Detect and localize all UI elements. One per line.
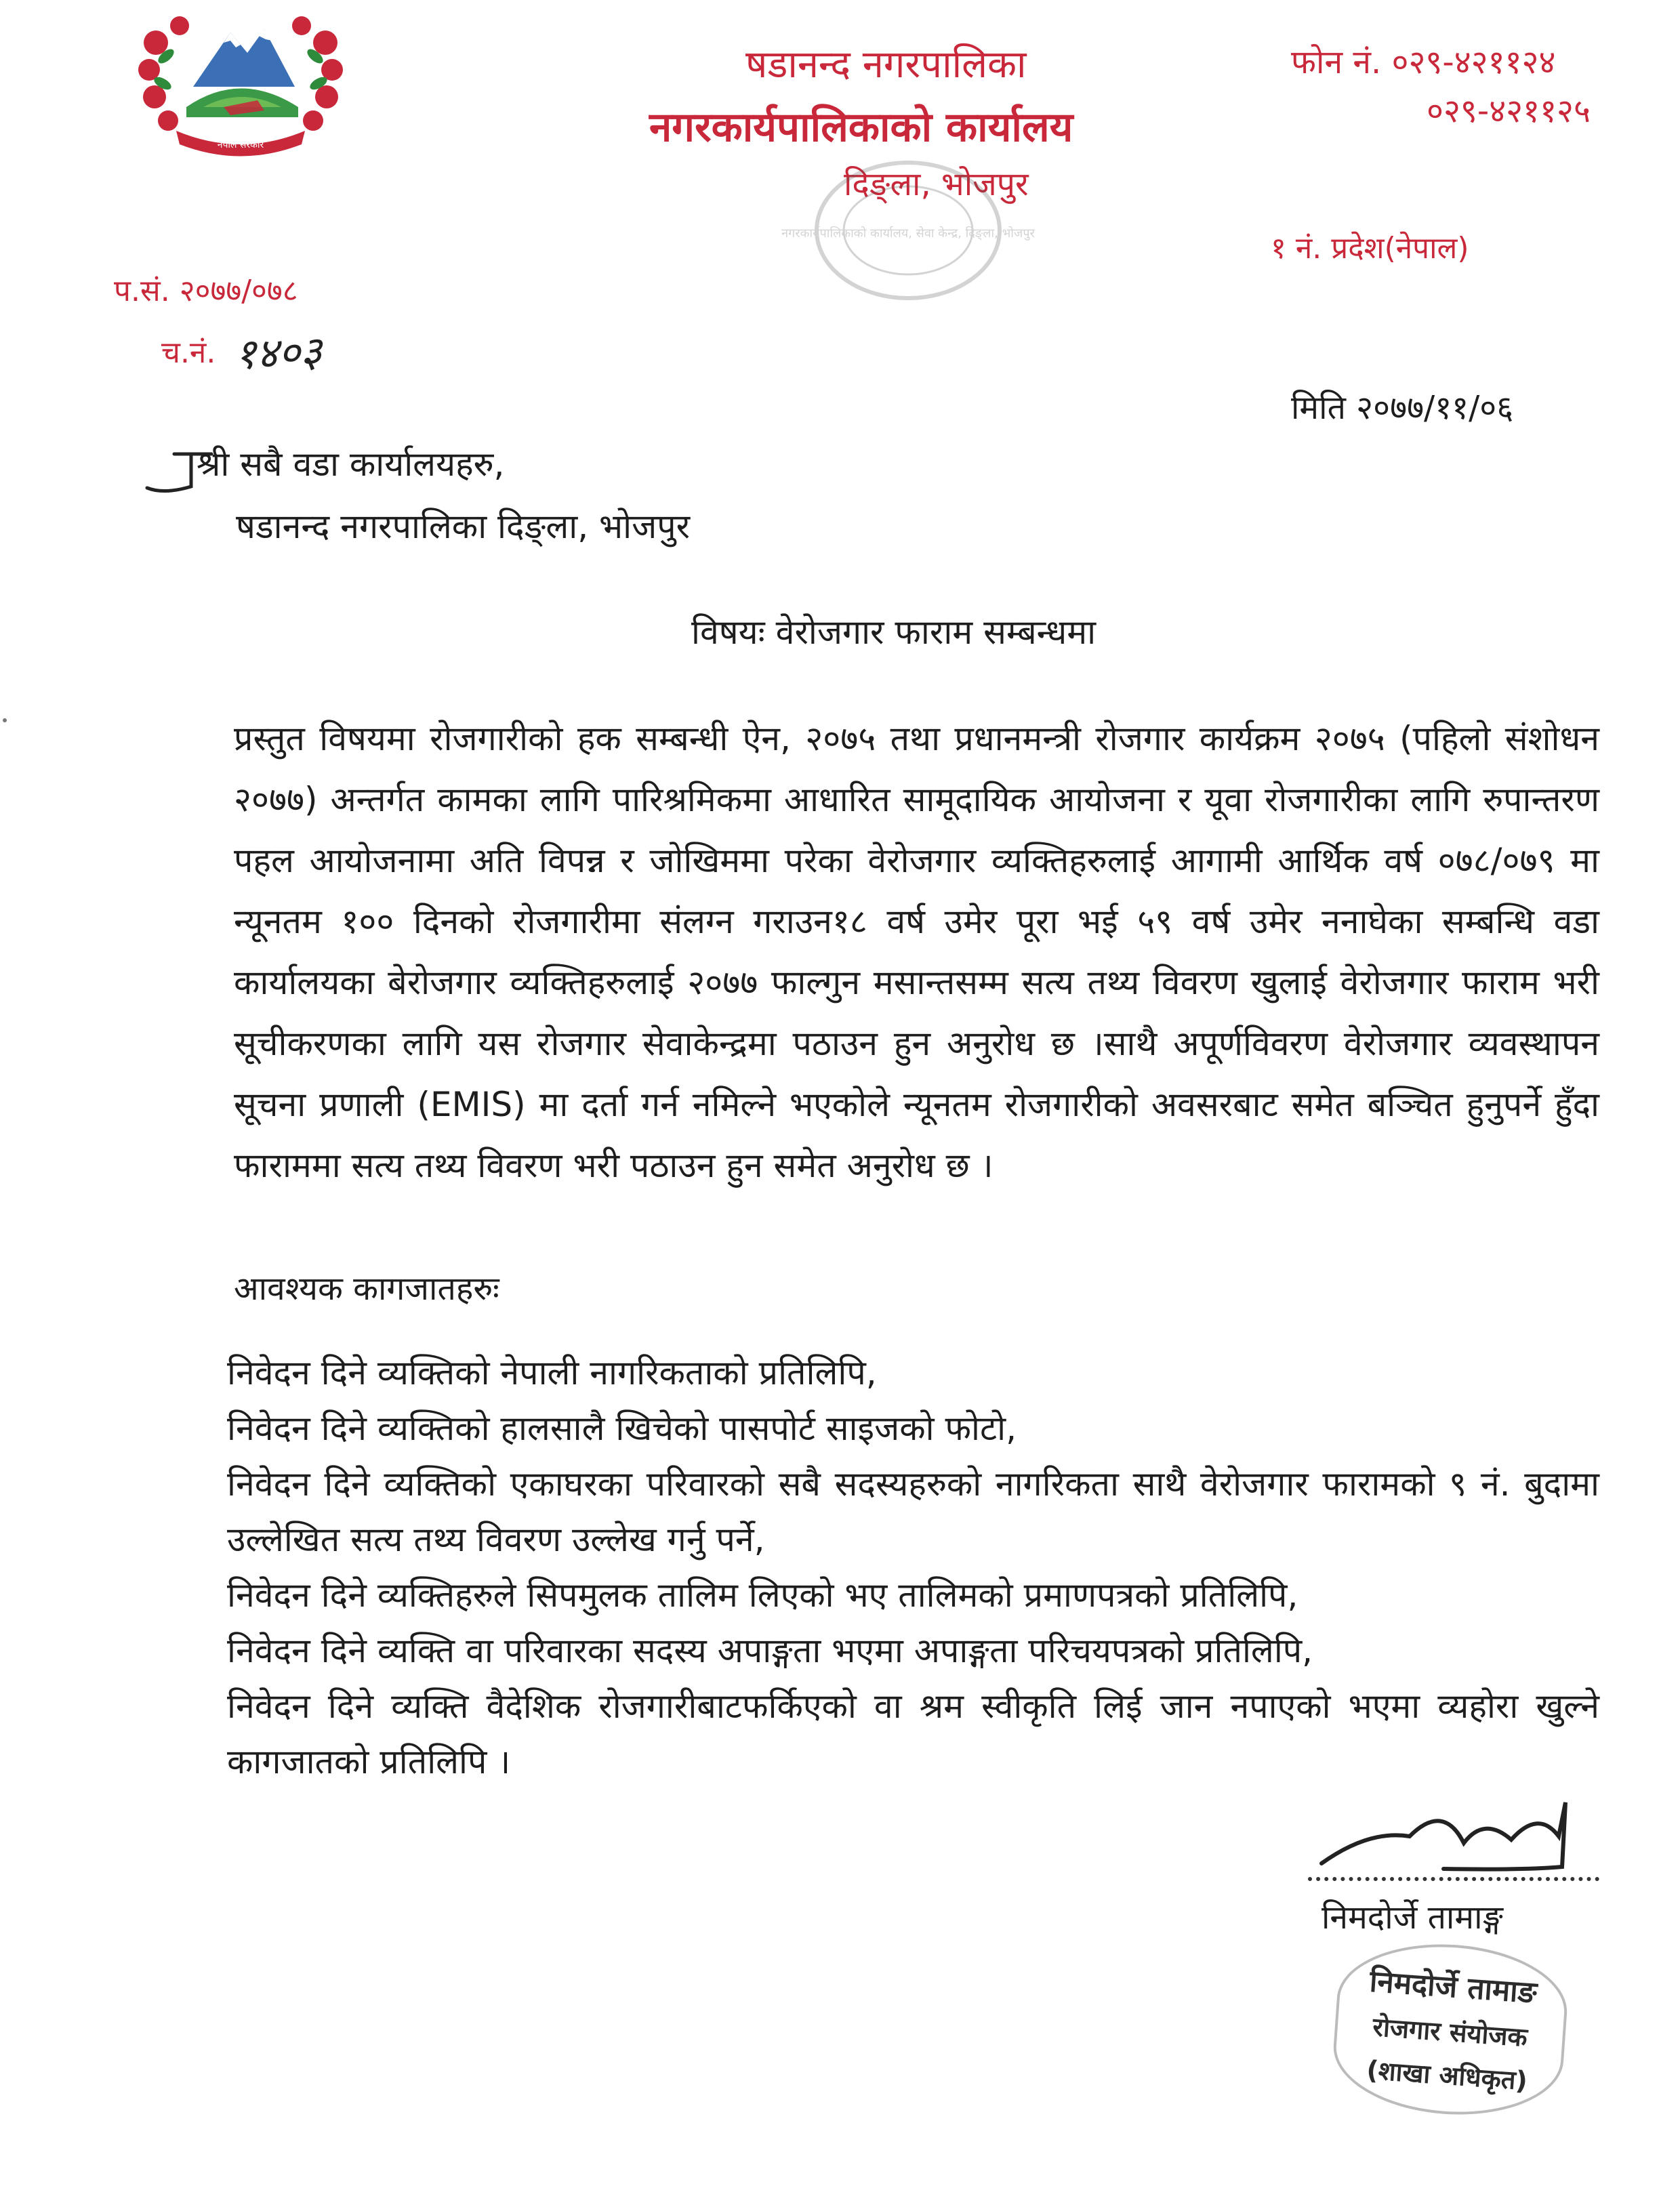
office-seal-icon <box>781 156 1035 305</box>
letter-date: मिति २०७७/११/०६ <box>1291 389 1514 427</box>
handwritten-signature-icon <box>1308 1789 1606 1877</box>
phone-number-2: ०२९-४२११२५ <box>1427 92 1591 130</box>
recipient-line-1: श्री सबै वडा कार्यालयहरु, <box>197 445 505 484</box>
province-label: १ नं. प्रदेश(नेपाल) <box>1271 231 1469 266</box>
office-address: दिङ्ला, भोजपुर <box>844 165 1029 203</box>
emblem-motto: नेपाल सरकार <box>217 140 264 150</box>
dispatch-number-handwritten: १४०३ <box>234 326 323 379</box>
letter-subject: विषयः वेरोजगार फाराम सम्बन्धमा <box>691 613 1097 652</box>
dispatch-number-row <box>161 326 323 379</box>
reference-number: प.सं. २०७७/०७८ <box>114 274 298 308</box>
svg-text:नगरकार्यपालिकाको कार्यालय, सेव: नगरकार्यपालिकाको कार्यालय, सेवा केन्द्र, दिङ्ला, भोजपुर <box>781 226 1035 241</box>
list-item: निवेदन दिने व्यक्तिको एकाघरका परिवारको सबै सदस्यहरुको नागरिकता साथै वेरोजगार फारामको ९ नं. बुदामा उल्लेखित सत्य तथ्य विवरण उल्लेख गर्नु पर्ने, <box>227 1464 1599 1559</box>
nepal-emblem-icon <box>129 5 352 158</box>
list-item: निवेदन दिने व्यक्ति वैदेशिक रोजगारीबाटफर्किएको वा श्रम स्वीकृति लिई जान नपाएको भएमा व्यहोरा खुल्ने कागजातको प्रतिलिपि । <box>227 1687 1599 1781</box>
official-stamp <box>1330 1937 1572 2122</box>
stamp-rank: (शाखा अधिकृत) <box>1366 2055 1529 2097</box>
recipient-line-2: षडानन्द नगरपालिका दिङ्ला, भोजपुर <box>236 507 691 546</box>
scan-dot <box>3 718 7 722</box>
dispatch-label: च.नं. <box>161 335 216 370</box>
phone-number-1: फोन नं. ०२९-४२११२४ <box>1291 43 1556 81</box>
signer-name: निमदोर्जे तामाङ्ग <box>1322 1899 1503 1937</box>
office-name: षडानन्द नगरपालिका <box>745 43 1027 87</box>
stamp-name: निमदोर्जे तामाङ <box>1368 1964 1538 2010</box>
list-item: निवेदन दिने व्यक्ति वा परिवारका सदस्य अपाङ्गता भएमा अपाङ्गता परिचयपत्रको प्रतिलिपि, <box>227 1631 1313 1670</box>
list-item: निवेदन दिने व्यक्तिको हालसालै खिचेको पासपोर्ट साइजको फोटो, <box>227 1409 1017 1448</box>
stamp-role: रोजगार संयोजक <box>1372 2012 1529 2052</box>
signature-block <box>1308 1789 1606 2168</box>
documents-list <box>227 1345 1599 1790</box>
office-title: नगरकार्यपालिकाको कार्यालय <box>649 104 1073 151</box>
list-item: निवेदन दिने व्यक्तिहरुले सिपमुलक तालिम लिएको भए तालिमको प्रमाणपत्रको प्रतिलिपि, <box>227 1575 1298 1615</box>
letter-body: प्रस्तुत विषयमा रोजगारीको हक सम्बन्धी ऐन, २०७५ तथा प्रधानमन्त्री रोजगार कार्यक्रम २०७५ (पहिलो संशोधन २०७७) अन्तर्गत कामका लागि पारिश्रमिकमा आधारित सामूदायिक आयोजना र यूवा रोजगारीका लागि रुपान्तरण पहल आयोजनामा अति विपन्न र जोखिममा परेका वेरोजगार व्यक्तिहरुलाई आगामी आर्थिक वर्ष ०७८/०७९ मा न्यूनतम १०० दिनको रोजगारीमा संलग्न गराउन१८ वर्ष उमेर पूरा भई ५९ वर्ष उमेर ननाघेका सम्बन्धि वडा कार्यालयका बेरोजगार व्यक्तिहरुलाई २०७७ फाल्गुन मसान्तसम्म सत्य तथ्य विवरण खुलाई वेरोजगार फाराम भरी सूचीकरणका लागि यस रोजगार सेवाकेन्द्रमा पठाउन हुन अनुरोध छ ।साथै अपूर्णविवरण वेरोजगार व्यवस्थापन सूचना प्रणाली (EMIS) मा दर्ता गर्न नमिल्ने भएकोले न्यूनतम रोजगारीको अवसरबाट समेत बञ्चित हुनुपर्ने हुँदा फाराममा सत्य तथ्य विवरण भरी पठाउन हुन समेत अनुरोध छ । <box>234 719 1599 1185</box>
list-item: निवेदन दिने व्यक्तिको नेपाली नागरिकताको प्रतिलिपि, <box>227 1353 877 1392</box>
documents-heading: आवश्यक कागजातहरुः <box>234 1270 499 1308</box>
signature-line <box>1308 1877 1599 1881</box>
